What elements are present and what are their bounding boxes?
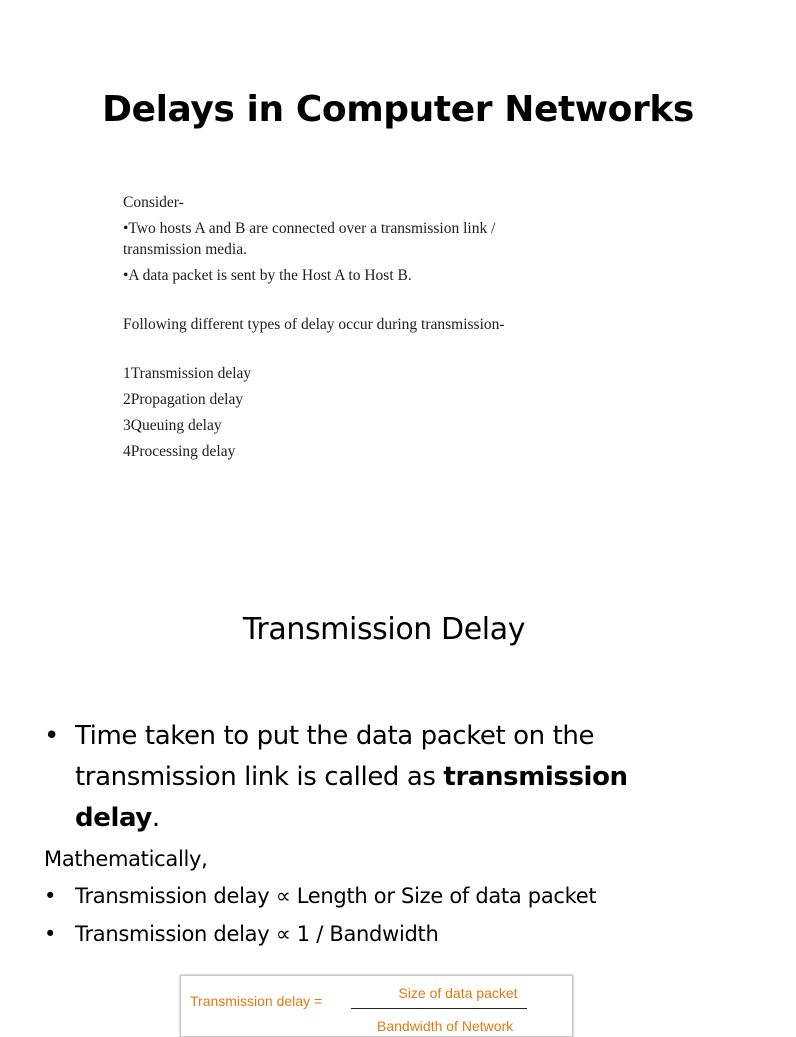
- section-title: Transmission Delay: [242, 612, 526, 647]
- bullet-icon: •: [44, 721, 59, 751]
- intro-line: transmission media.: [123, 241, 247, 258]
- formula-numerator: Size of data packet: [398, 985, 518, 1001]
- definition-bold-term: delay: [75, 803, 152, 833]
- definition-line2: transmission link is called as: [75, 762, 444, 792]
- types-heading: Following different types of delay occur during transmission-: [123, 316, 505, 333]
- relation-text: Transmission delay ∝ 1 / Bandwidth: [75, 922, 439, 946]
- delay-type-item: 4Processing delay: [123, 443, 236, 460]
- delay-type-item: 1Transmission delay: [123, 365, 252, 382]
- definition-line1: Time taken to put the data packet on the: [75, 721, 595, 751]
- intro-line: •A data packet is sent by the Host A to Host B.: [123, 267, 412, 284]
- bullet-icon: •: [44, 884, 57, 908]
- definition-bullet: [44, 716, 684, 839]
- formula-box: [180, 975, 573, 1037]
- slide-title: Delays in Computer Networks: [102, 89, 694, 130]
- formula-denominator: Bandwidth of Network: [377, 1018, 514, 1034]
- definition-bold-term: transmission: [443, 762, 628, 792]
- intro-line: •Two hosts A and B are connected over a transmission link /: [123, 220, 496, 237]
- delay-type-item: 3Queuing delay: [123, 417, 222, 434]
- intro-line: Consider-: [123, 194, 184, 211]
- relation-item: [44, 918, 438, 950]
- relation-text: Transmission delay ∝ Length or Size of data packet: [75, 884, 597, 908]
- bullet-icon: •: [44, 922, 57, 946]
- relation-item: [44, 880, 596, 912]
- formula-left-side: Transmission delay =: [190, 993, 323, 1009]
- definition-period: .: [151, 803, 160, 833]
- delay-type-item: 2Propagation delay: [123, 391, 244, 408]
- formula-fraction-bar: [351, 1008, 527, 1009]
- math-label: Mathematically,: [44, 847, 208, 871]
- definition-text: [75, 716, 684, 839]
- intro-text-block: [123, 192, 593, 462]
